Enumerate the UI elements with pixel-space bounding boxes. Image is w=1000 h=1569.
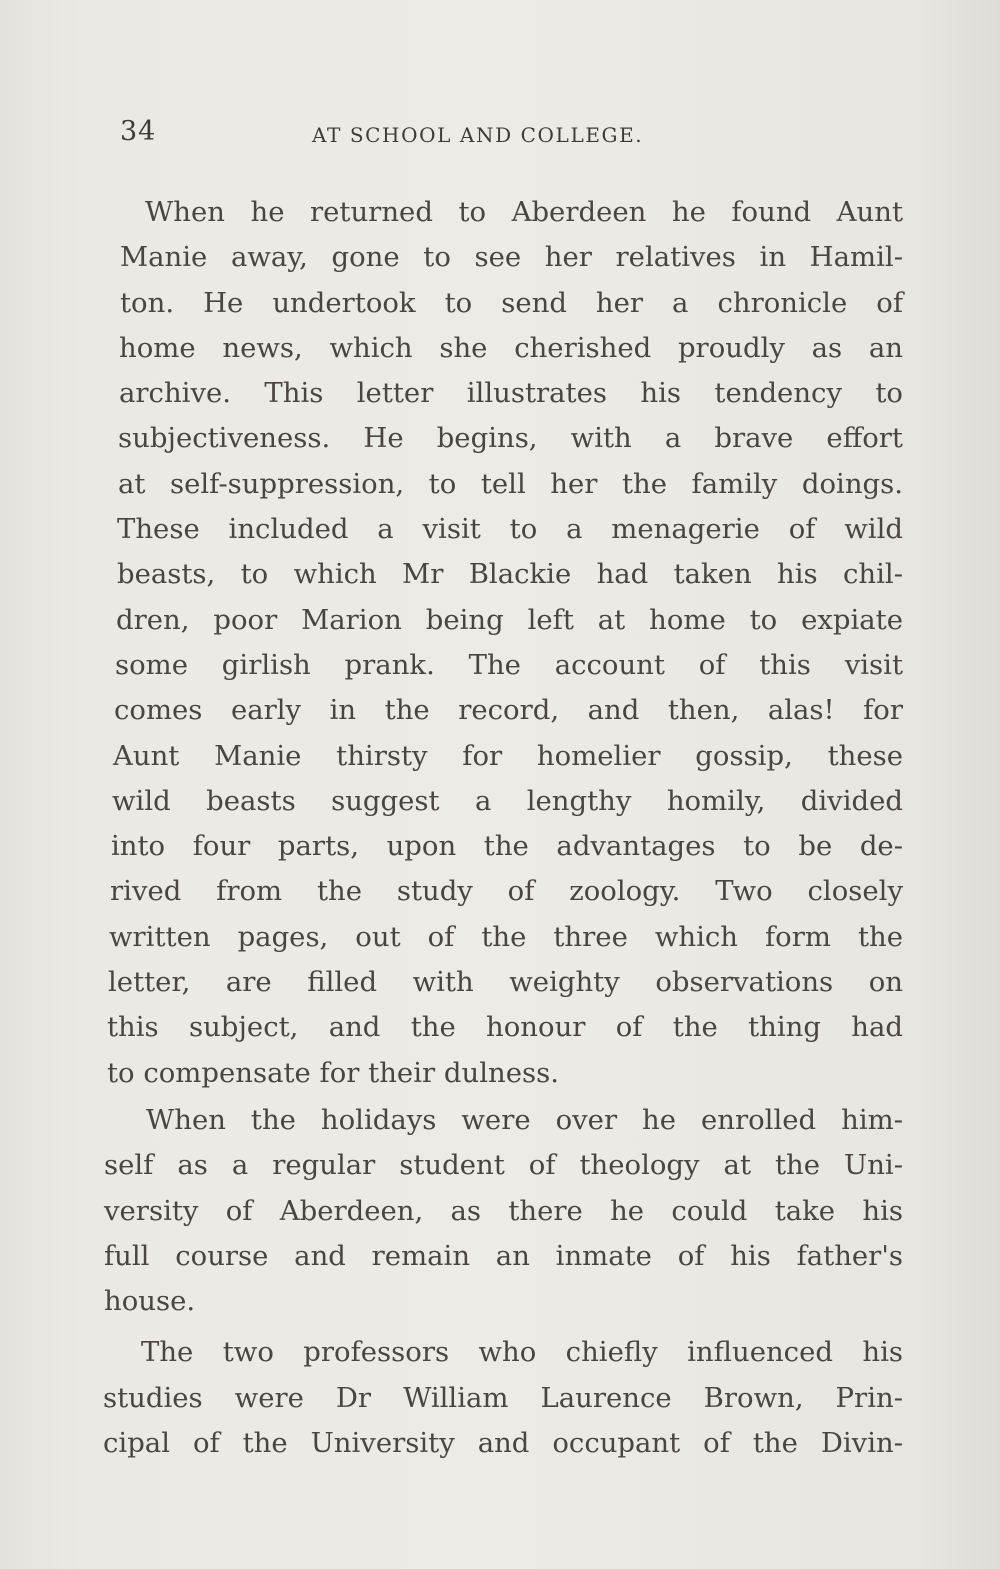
text-line: These included a visit to a menagerie of wild <box>117 513 903 546</box>
running-head-title: AT SCHOOL AND COLLEGE. <box>312 123 644 147</box>
text-line: written pages, out of the three which form the <box>109 920 903 953</box>
text-line: at self-suppression, to tell her the family doings. <box>118 467 903 500</box>
text-line: Aunt Manie thirsty for homelier gossip, these <box>113 739 903 772</box>
running-head <box>120 116 730 156</box>
text-line: ton. He undertook to send her a chronicle of <box>120 286 903 319</box>
paragraph <box>103 1330 903 1466</box>
text-line: full course and remain an inmate of his father's <box>104 1239 903 1272</box>
text-line: Manie away, gone to see her relatives in Hamil- <box>120 241 903 274</box>
text-line: archive. This letter illustrates his tendency to <box>119 377 903 410</box>
text-line: self as a regular student of theology at the Uni- <box>104 1149 903 1182</box>
page-body <box>103 190 903 1466</box>
paragraph <box>103 190 903 1096</box>
text-line: The two professors who chiefly influenced his <box>141 1336 903 1369</box>
text-line: into four parts, upon the advantages to be de- <box>111 830 903 863</box>
page-number: 34 <box>120 116 157 147</box>
text-line: beasts, to which Mr Blackie had taken his chil- <box>117 558 903 591</box>
text-line: wild beasts suggest a lengthy homily, divided <box>112 784 903 817</box>
text-line: rived from the study of zoology. Two closely <box>110 875 903 908</box>
text-line: some girlish prank. The account of this visit <box>115 648 903 681</box>
text-line: to compensate for their dulness. <box>107 1056 559 1089</box>
text-line: When he returned to Aberdeen he found Aunt <box>145 196 903 228</box>
text-line: When the holidays were over he enrolled him- <box>146 1103 903 1136</box>
text-line: this subject, and the honour of the thing had <box>107 1011 903 1044</box>
text-line: studies were Dr William Laurence Brown, Prin- <box>103 1381 903 1414</box>
paragraph <box>103 1098 903 1324</box>
text-line: letter, are filled with weighty observations on <box>108 966 903 999</box>
text-line: versity of Aberdeen, as there he could take his <box>104 1194 903 1227</box>
text-line: subjectiveness. He begins, with a brave effort <box>118 422 903 455</box>
text-line: dren, poor Marion being left at home to expiate <box>116 603 903 636</box>
text-line: cipal of the University and occupant of the Divin- <box>103 1427 903 1460</box>
text-line: home news, which she cherished proudly as an <box>119 331 903 364</box>
text-line: house. <box>104 1285 196 1318</box>
text-line: comes early in the record, and then, alas! for <box>114 694 903 727</box>
